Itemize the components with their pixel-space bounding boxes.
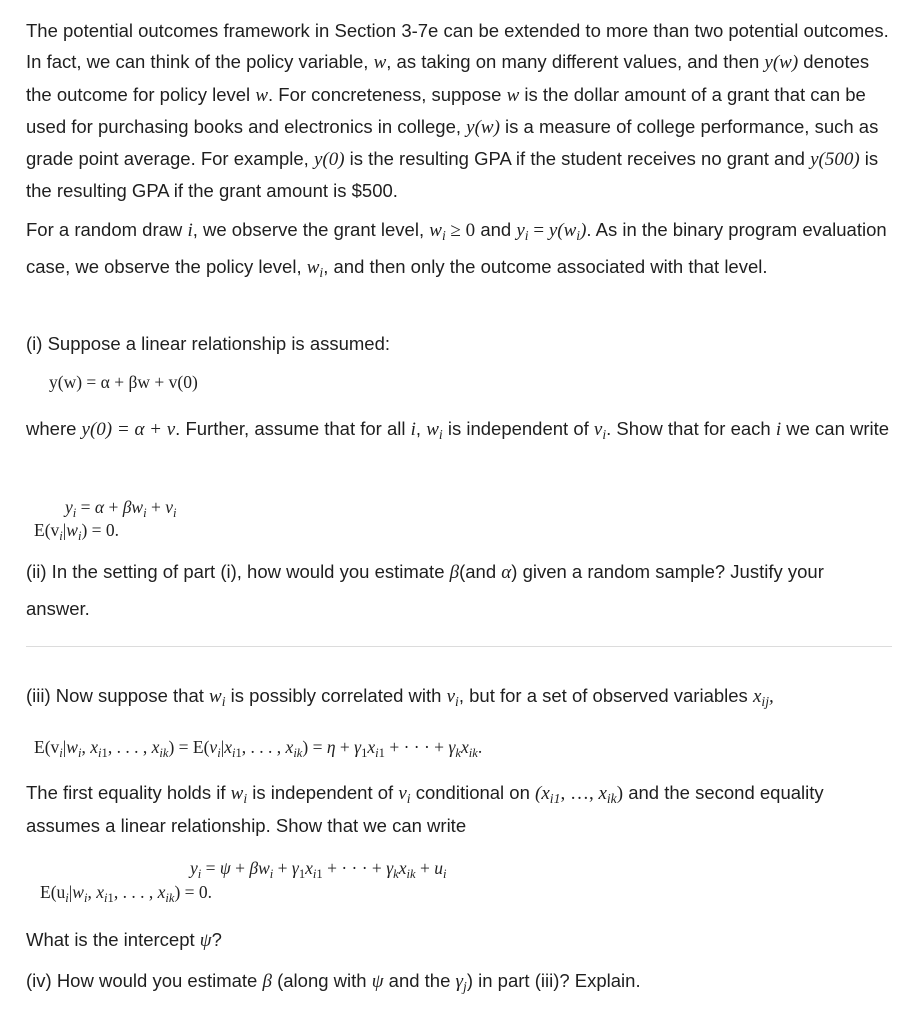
var-psi: ψ — [199, 930, 212, 951]
var-beta: β — [262, 971, 272, 992]
equation-yi-iii: $y_i = \psi + \beta w_i + \gamma_1x_{i1}$ + · · · + $\gamma_kx_{ik} + u_i$ — [190, 858, 447, 881]
eq-cond-u-base: E(u — [40, 882, 66, 902]
expr-xi-list: ($x_{i1}$, …, $x_{ik}$) — [535, 783, 624, 807]
intercept-text-2: ? — [211, 929, 222, 950]
expr-wi-geq-0: $w_i \ge 0$ — [429, 220, 476, 244]
where-text-5: we can write — [781, 418, 890, 439]
expr-y0-def: y(0) = α + v — [81, 419, 176, 440]
var-vi-base: v — [398, 783, 407, 804]
intro-text-5: is the dollar amount of a grant that can be used for purchasing books and electronics in college, — [26, 83, 866, 137]
where-text-2: . Further, assume that for all — [175, 418, 411, 439]
part-ii-text-1: (ii) In the setting of part (i), how would you estimate — [26, 561, 450, 582]
var-vi: $v_i$ — [593, 419, 607, 443]
var-y-500: y(500) — [810, 149, 860, 171]
intercept-question — [26, 924, 892, 956]
part-iii-text-2: is possibly correlated with — [225, 685, 447, 706]
var-gamma-base: γ — [455, 971, 464, 992]
part-iv-text-4: ) in part (iii)? Explain. — [466, 970, 641, 991]
first-eq-text-4: and the second equality assumes a linear relationship. Show that we can write — [26, 782, 824, 836]
section-divider — [26, 646, 892, 647]
part-iv-paragraph — [26, 965, 892, 997]
draw-text-5: , and then only the outcome associated with that level. — [323, 256, 768, 277]
equation-cond-mean-iii: $E(v_i|w_i$, $x_{i1}$, . . . , $x_{ik}) = E(v_i|x_{i1}$, . . . , $x_{ik}) = \eta + \gamma_1x_{i1}$ + · · · + $\gamma_kx_{ik}$. — [34, 737, 483, 760]
var-wi-base: w — [426, 419, 439, 440]
expr-xi-list-base: (x — [535, 783, 550, 804]
expr-yi-base: y — [516, 220, 525, 241]
var-wi: $w_i$ — [426, 419, 443, 443]
var-i: i — [775, 419, 782, 440]
equation-linear-model: y(w) = α + βw + v(0) — [49, 372, 198, 392]
eq-yi-iii-base: y — [190, 858, 198, 878]
equation-cond-mean-u: $E(u_i|w_i$, $x_{i1}$, . . . , $x_{ik}) = 0$. — [40, 882, 213, 905]
part-ii-text-2: (and — [459, 561, 502, 582]
var-wi-base: w — [306, 257, 320, 278]
intro-text-1: The potential outcomes framework in Section 3-7e can be extended to more than two potential outcomes. In fact, we can think of the policy variable, — [26, 20, 889, 73]
where-text-4: . Show that for each — [606, 418, 776, 439]
expr-wi-base: w — [429, 220, 442, 241]
part-ii-paragraph — [26, 554, 892, 627]
equation-cond-mean-v: $E(v_i|w_i) = 0$. — [34, 520, 120, 543]
var-vi: $v_i$ — [446, 686, 459, 710]
var-wi-base: w — [230, 783, 244, 804]
random-draw-paragraph — [26, 212, 892, 286]
var-w: w — [373, 52, 387, 74]
eq-cond-v-base: E(v — [34, 520, 60, 540]
draw-text-4: . As in the binary program evaluation case, we observe the policy level, — [26, 219, 887, 277]
var-vi-base: v — [446, 686, 456, 707]
part-iii-paragraph — [26, 680, 892, 712]
draw-text-2: , we observe the grant level, — [192, 219, 430, 240]
draw-text-1: For a random draw — [26, 219, 188, 240]
equation-yi-model: $y_i = \alpha + \beta w_i + v_i$ — [65, 497, 177, 520]
part-iii-text-1: (iii) Now suppose that — [26, 685, 210, 706]
intro-text-2: , as taking on many different values, and then — [386, 51, 765, 73]
where-text-3: is independent of — [442, 418, 594, 439]
where-paragraph: where y(0) = α + v. Further, assume that for all i, $w_i$ is independent of $v_i$. Show that for each i we can write — [26, 418, 890, 443]
where-text-1: where — [26, 418, 82, 439]
draw-text-3: and — [475, 219, 517, 240]
first-eq-text-3: conditional on — [410, 782, 536, 803]
var-wi-base: w — [209, 686, 222, 707]
intro-text-8: is the resulting GPA if the grant amount is $500. — [26, 148, 879, 202]
intro-paragraph — [26, 15, 892, 207]
part-i-heading: (i) Suppose a linear relationship is assumed: — [26, 333, 391, 354]
var-gamma-j: $\gamma_j$ — [455, 971, 467, 995]
part-iv-text-2: (along with — [271, 970, 372, 991]
var-wi: $w_i$ — [230, 783, 248, 807]
var-wi: $w_i$ — [306, 257, 324, 281]
var-alpha: α — [501, 562, 512, 583]
var-i: i — [187, 220, 193, 241]
first-equality-paragraph — [26, 777, 892, 842]
eq-cond-iii-base: E(v — [34, 737, 60, 757]
var-beta: β — [449, 562, 460, 583]
part-iv-text-1: (iv) How would you estimate — [26, 970, 263, 991]
part-iv-text-3: and the — [383, 970, 456, 991]
var-w: w — [255, 84, 268, 106]
var-wi: $w_i$ — [209, 686, 226, 710]
var-psi: ψ — [371, 971, 384, 992]
first-eq-text-2: is independent of — [247, 782, 399, 803]
part-iii-text-3: , but for a set of observed variables — [458, 685, 753, 706]
intro-text-3: denotes the outcome for policy level — [26, 51, 870, 105]
var-y-w: y(w) — [466, 116, 500, 138]
intro-text-4: . For concreteness, suppose — [268, 83, 507, 105]
var-y-w: y(w) — [764, 52, 799, 74]
var-xij-base: x — [752, 686, 762, 707]
expr-yi-eq-ywi: $y_i = y(w_i)$ — [516, 220, 587, 244]
var-vi-base: v — [593, 419, 603, 440]
var-vi: $v_i$ — [398, 783, 411, 807]
var-xij: $x_{ij}$, — [752, 686, 774, 710]
var-y-0: y(0) — [313, 149, 345, 171]
var-i: i — [410, 419, 416, 440]
intro-text-7: is the resulting GPA if the student receives no grant and — [344, 148, 811, 170]
intro-text-6: is a measure of college performance, such as grade point average. For example, — [26, 115, 879, 170]
var-w: w — [506, 84, 520, 106]
intercept-text-1: What is the intercept — [26, 929, 200, 950]
first-eq-text-1: The first equality holds if — [26, 782, 231, 803]
eq-yi-base: y — [65, 497, 73, 517]
part-ii-text-3: ) given a random sample? Justify your answer. — [26, 561, 824, 619]
